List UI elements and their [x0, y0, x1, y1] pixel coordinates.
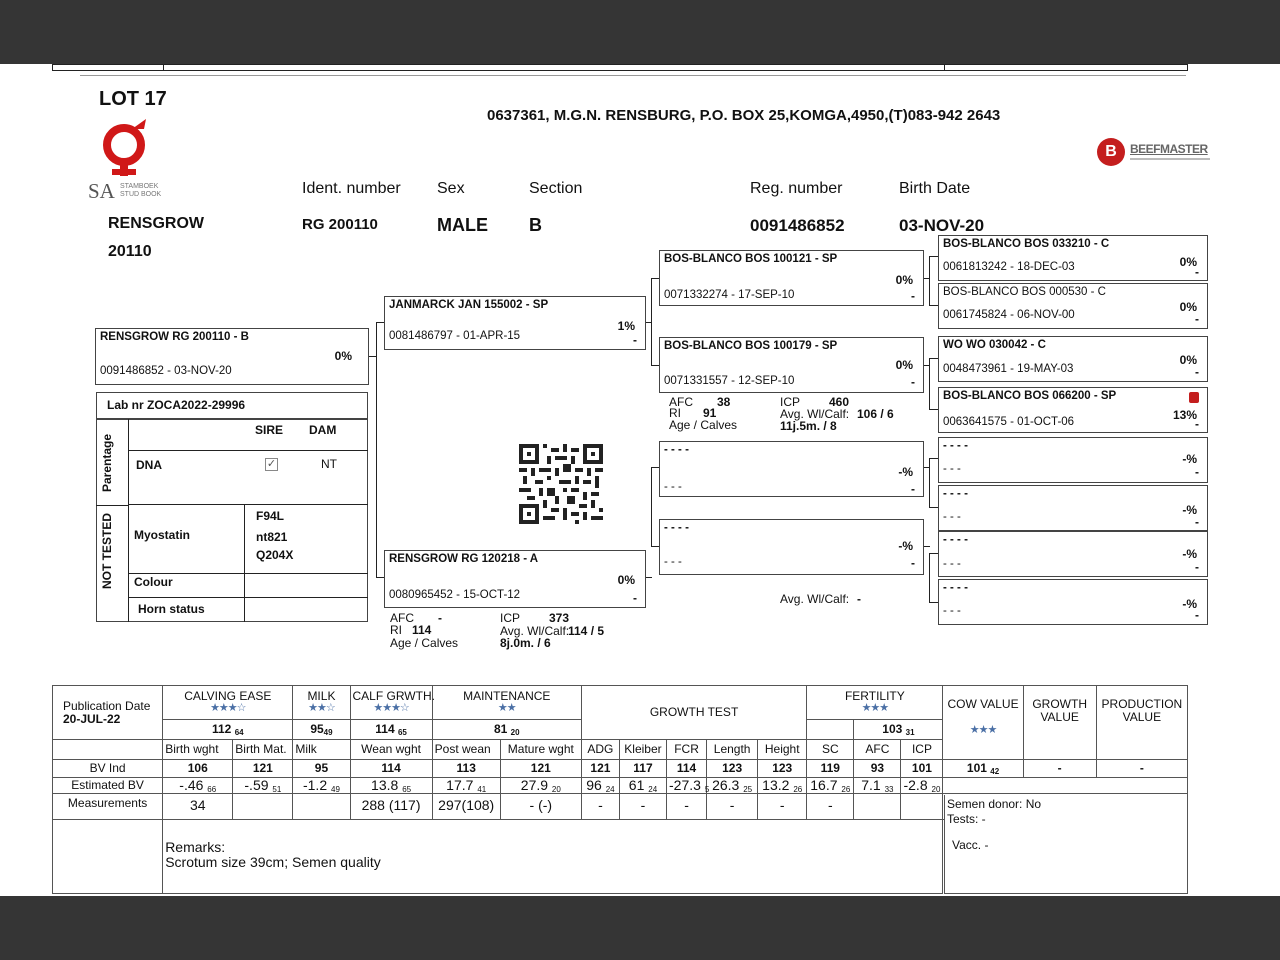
- production-value-header: PRODUCTION VALUE: [1096, 686, 1187, 760]
- growth-test-header: GROWTH TEST: [581, 686, 806, 740]
- estimated-bv-cell: 27.9 $_{20}$: [500, 778, 581, 794]
- section-label: Section: [529, 180, 583, 197]
- dd-avg-label: Avg. Wl/Calf:: [780, 592, 850, 606]
- estimated-bv-cell: 26.3 $_{25}$: [707, 778, 758, 794]
- semen-donor: Semen donor: No: [947, 797, 1042, 811]
- maintenance-header: MAINTENANCE: [463, 689, 551, 704]
- frame-line: [52, 64, 1188, 65]
- sel-maint: 81 $_{20}$: [432, 720, 581, 740]
- dd-reg: - - -: [664, 556, 682, 568]
- semen-info-box: [944, 795, 1188, 894]
- dd-name: - - - -: [664, 522, 689, 534]
- self-name: RENSGROW RG 200110 - B: [100, 331, 249, 343]
- remarks-text: Scrotum size 39cm; Semen quality: [165, 853, 381, 870]
- sd-pct: 0%: [895, 358, 913, 372]
- owner-info: 0637361, M.G.N. RENSBURG, P.O. BOX 25,KOMGA,4950,(T)083-942 2643: [487, 107, 1001, 124]
- checkbox-icon: ✓: [266, 458, 277, 470]
- age-value: 8j.0m. / 6: [500, 636, 551, 650]
- ss-pct: 0%: [895, 273, 913, 287]
- ds-reg: - - -: [664, 481, 682, 493]
- parentage-label: Parentage: [100, 433, 114, 493]
- sd-ri: 91: [703, 406, 717, 420]
- sire-name: JANMARCK JAN 155002 - SP: [389, 299, 549, 311]
- calf-growth-header: CALF GRWTH.: [352, 689, 435, 704]
- pedigree-dam-dam[interactable]: [659, 519, 924, 575]
- qr-code-icon: [519, 444, 603, 524]
- milk-header: MILK: [307, 689, 336, 704]
- pedigree-sire-sire[interactable]: [659, 250, 924, 306]
- calving-ease-header: CALVING EASE: [184, 689, 272, 704]
- myostatin-value: F94L: [256, 509, 285, 523]
- icp-label: ICP: [500, 611, 521, 625]
- sd-afc-label: AFC: [669, 395, 693, 409]
- estimated-bv-cell: 13.2 $_{26}$: [758, 778, 807, 794]
- measurement-cell: -: [807, 794, 854, 820]
- bottom-dark-bar: [0, 896, 1280, 960]
- estimated-bv-cell: -.59 $_{51}$: [233, 778, 293, 794]
- section-value: B: [529, 215, 542, 235]
- measurement-cell: [901, 794, 943, 820]
- measurement-cell: -: [707, 794, 758, 820]
- estimated-bv-cell: 96 $_{24}$: [581, 778, 619, 794]
- ds-name: - - - -: [664, 444, 689, 456]
- dd-pct: -%: [898, 539, 913, 553]
- sd-dash: -: [911, 375, 915, 389]
- star-icon: ★★★☆: [210, 702, 246, 715]
- ri-label: RI: [390, 623, 402, 637]
- sex-label: Sex: [437, 180, 465, 197]
- dd-avg: -: [857, 592, 861, 606]
- flag-icon: [1189, 392, 1199, 403]
- dam-name: RENSGROW RG 120218 - A: [389, 553, 539, 565]
- colour-label: Colour: [134, 575, 173, 589]
- sd-ri-label: RI: [669, 406, 681, 420]
- birth-value: 03-NOV-20: [899, 216, 985, 235]
- lot-title: LOT 17: [99, 88, 167, 110]
- sd-age: 11j.5m. / 8: [780, 419, 837, 433]
- bm-logo-icon: B: [1097, 138, 1125, 166]
- sd-icp: 460: [829, 395, 850, 409]
- dna-dam-value: NT: [321, 457, 337, 471]
- remarks-label: Remarks:: [165, 839, 226, 855]
- not-tested-label: NOT TESTED: [100, 513, 114, 590]
- lab-number-box: [96, 392, 368, 419]
- measurement-cell: -: [667, 794, 707, 820]
- frame-line: [944, 64, 945, 71]
- star-icon: ★★★: [969, 723, 997, 736]
- dam-pct: 0%: [617, 573, 635, 587]
- vacc-text: Vacc. -: [952, 838, 989, 852]
- sel-milk: $95_{49}$: [293, 720, 350, 740]
- ident-value: RG 200110: [302, 216, 378, 233]
- ds-dash: -: [911, 482, 915, 496]
- sex-value: MALE: [437, 215, 488, 235]
- sd-afc: 38: [717, 395, 731, 409]
- dd-dash: -: [911, 556, 915, 570]
- estimated-bv-cell: 7.1 $_{33}$: [854, 778, 901, 794]
- afc-value: -: [438, 611, 442, 625]
- pedigree-sd-sire[interactable]: WO WO 030042 - C 0% 0048473961 - 19-MAY-03 -: [938, 336, 1208, 382]
- measurement-cell: -: [619, 794, 666, 820]
- pedigree-sire[interactable]: [384, 296, 646, 350]
- frame-line: [52, 64, 53, 71]
- measurement-cell: 34: [163, 794, 233, 820]
- myostatin-value: Q204X: [256, 548, 294, 562]
- estimated-bv-cell: -27.3 $_5$: [667, 778, 707, 794]
- dam-col-label: DAM: [309, 423, 337, 437]
- animal-name-1: RENSGROW: [108, 215, 204, 232]
- star-icon: ★★★: [861, 702, 889, 715]
- estimated-bv-cell: 61 $_{24}$: [619, 778, 666, 794]
- sel-calving: 112 $_{64}$: [163, 720, 293, 740]
- frame-line: [1187, 64, 1188, 71]
- estimated-bv-cell: 17.7 $_{41}$: [432, 778, 500, 794]
- pub-date-label: Publication Date: [63, 698, 151, 713]
- measurement-cell: 288 (117): [350, 794, 432, 820]
- estimated-bv-cell: 16.7 $_{26}$: [807, 778, 854, 794]
- self-pct: 0%: [334, 349, 352, 363]
- pedigree-dd-dam[interactable]: - - - - -% - - - -: [938, 579, 1208, 625]
- estimated-bv-cell: -1.2 $_{49}$: [293, 778, 350, 794]
- avg-label: Avg. Wl/Calf:: [500, 624, 570, 638]
- pedigree-ss-sire[interactable]: BOS-BLANCO BOS 033210 - C 0% 0061813242 - 18-DEC-03 -: [938, 235, 1208, 281]
- top-dark-bar: [0, 0, 1280, 64]
- measurement-cell: [854, 794, 901, 820]
- bv-ind-row: BV Ind 106 121 95 114 113 121 121 117 114 123 123 119 93 101 101 $_{42}$ - -: [53, 760, 1188, 778]
- sd-avg-label: Avg. Wl/Calf:: [780, 407, 850, 421]
- myostatin-value: nt821: [256, 530, 288, 544]
- column-header-row: Birth wght Birth Mat. Milk Wean wght Post wean Mature wght ADG Kleiber FCR Length Height SC AFC ICP: [53, 740, 1188, 760]
- dam-dash: -: [633, 591, 637, 605]
- animal-name-2: 20110: [108, 243, 152, 260]
- measurement-cell: [233, 794, 293, 820]
- pedigree-sire-dam[interactable]: [659, 337, 924, 393]
- measurement-cell: -: [581, 794, 619, 820]
- star-icon: ★★: [497, 702, 516, 715]
- lab-number: Lab nr ZOCA2022-29996: [107, 398, 246, 412]
- measurement-cell: 297(108): [432, 794, 500, 820]
- ri-value: 114: [412, 623, 432, 637]
- sire-col-label: SIRE: [255, 423, 284, 437]
- measurements-row: Measurements 34 288 (117) 297(108) - (-) - - - - - -: [53, 794, 1188, 820]
- reg-value: 0091486852: [750, 216, 845, 235]
- growth-value-header: GROWTH VALUE: [1023, 686, 1096, 760]
- beefmaster-logo: [1097, 136, 1217, 168]
- sd-name: BOS-BLANCO BOS 100179 - SP: [664, 340, 838, 352]
- fertility-header: FERTILITY: [844, 689, 905, 704]
- ss-name: BOS-BLANCO BOS 100121 - SP: [664, 253, 838, 265]
- pedigree-dam-sire[interactable]: [659, 441, 924, 497]
- dna-label: DNA: [136, 458, 162, 472]
- ident-label: Ident. number: [302, 180, 401, 197]
- pedigree-dam[interactable]: [384, 550, 646, 608]
- measurement-cell: - (-): [500, 794, 581, 820]
- sa-logo-text: SA: [88, 179, 115, 203]
- estimated-bv-row: Estimated BV -.46 $_{66}$ -.59 $_{51}$ -1.2 $_{49}$ 13.8 $_{65}$ 17.7 $_{41}$ 27.9 $_{20}$ 96 $_{24}$ 61 $_{24}$ -27.3 $_5$ 26.3 $_{25}$ 13.2 $_{26}$ 16.7 $_{26}$ 7.1 $_{33}$ -2.8 $_{20}$: [53, 778, 1188, 794]
- cow-value-header: COW VALUE: [947, 697, 1019, 711]
- ds-pct: -%: [898, 465, 913, 479]
- self-reg: 0091486852 - 03-NOV-20: [100, 365, 232, 377]
- tests-text: Tests: -: [947, 812, 986, 826]
- avg-value: 114 / 5: [568, 624, 605, 638]
- sd-avg: 106 / 6: [857, 407, 894, 421]
- pedigree-ds-dam[interactable]: - - - - -% - - - -: [938, 485, 1208, 531]
- pedigree-self[interactable]: [95, 328, 369, 385]
- estimated-bv-cell: 13.8 $_{65}$: [350, 778, 432, 794]
- bm-logo-text: BEEFMASTER: [1130, 142, 1208, 156]
- pub-date: 20-JUL-22: [63, 711, 121, 726]
- pedigree-sd-dam[interactable]: BOS-BLANCO BOS 066200 - SP 13% 0063641575 - 01-OCT-06 -: [938, 387, 1208, 433]
- pedigree-dd-sire[interactable]: - - - - -% - - - -: [938, 531, 1208, 577]
- star-icon: ★★★☆: [373, 702, 409, 715]
- sa-studbook-logo: [88, 115, 178, 205]
- sa-logo-sub: STAMBOEK STUD BOOK: [120, 183, 162, 198]
- reg-label: Reg. number: [750, 180, 843, 197]
- sel-fert: 103 $_{31}$: [854, 720, 943, 740]
- myostatin-label: Myostatin: [134, 528, 191, 542]
- sd-reg: 0071331557 - 12-SEP-10: [664, 375, 795, 387]
- frame-line: [163, 64, 164, 71]
- ss-dash: -: [911, 289, 915, 303]
- age-label: Age / Calves: [390, 636, 459, 650]
- sire-pct: 1%: [617, 319, 635, 333]
- sire-dash: -: [633, 333, 637, 347]
- sd-age-label: Age / Calves: [669, 418, 738, 432]
- birth-label: Birth Date: [899, 180, 971, 197]
- afc-label: AFC: [390, 611, 414, 625]
- icp-value: 373: [549, 611, 570, 625]
- estimated-bv-cell: -.46 $_{66}$: [163, 778, 233, 794]
- star-icon: ★★☆: [308, 702, 335, 715]
- frame-line: [52, 70, 1188, 71]
- sel-calf: 114 $_{65}$: [350, 720, 432, 740]
- measurement-cell: -: [758, 794, 807, 820]
- sire-reg: 0081486797 - 01-APR-15: [389, 330, 521, 342]
- divider: [80, 75, 1186, 76]
- sd-icp-label: ICP: [780, 395, 801, 409]
- estimated-bv-cell: -2.8 $_{20}$: [901, 778, 943, 794]
- pedigree-ds-sire[interactable]: - - - - -% - - - -: [938, 437, 1208, 483]
- dam-reg: 0080965452 - 15-OCT-12: [389, 589, 521, 601]
- ss-reg: 0071332274 - 17-SEP-10: [664, 289, 795, 301]
- measurement-cell: [293, 794, 350, 820]
- pedigree-ss-dam[interactable]: BOS-BLANCO BOS 000530 - C 0% 0061745824 - 06-NOV-00 -: [938, 283, 1208, 329]
- horn-label: Horn status: [138, 602, 205, 616]
